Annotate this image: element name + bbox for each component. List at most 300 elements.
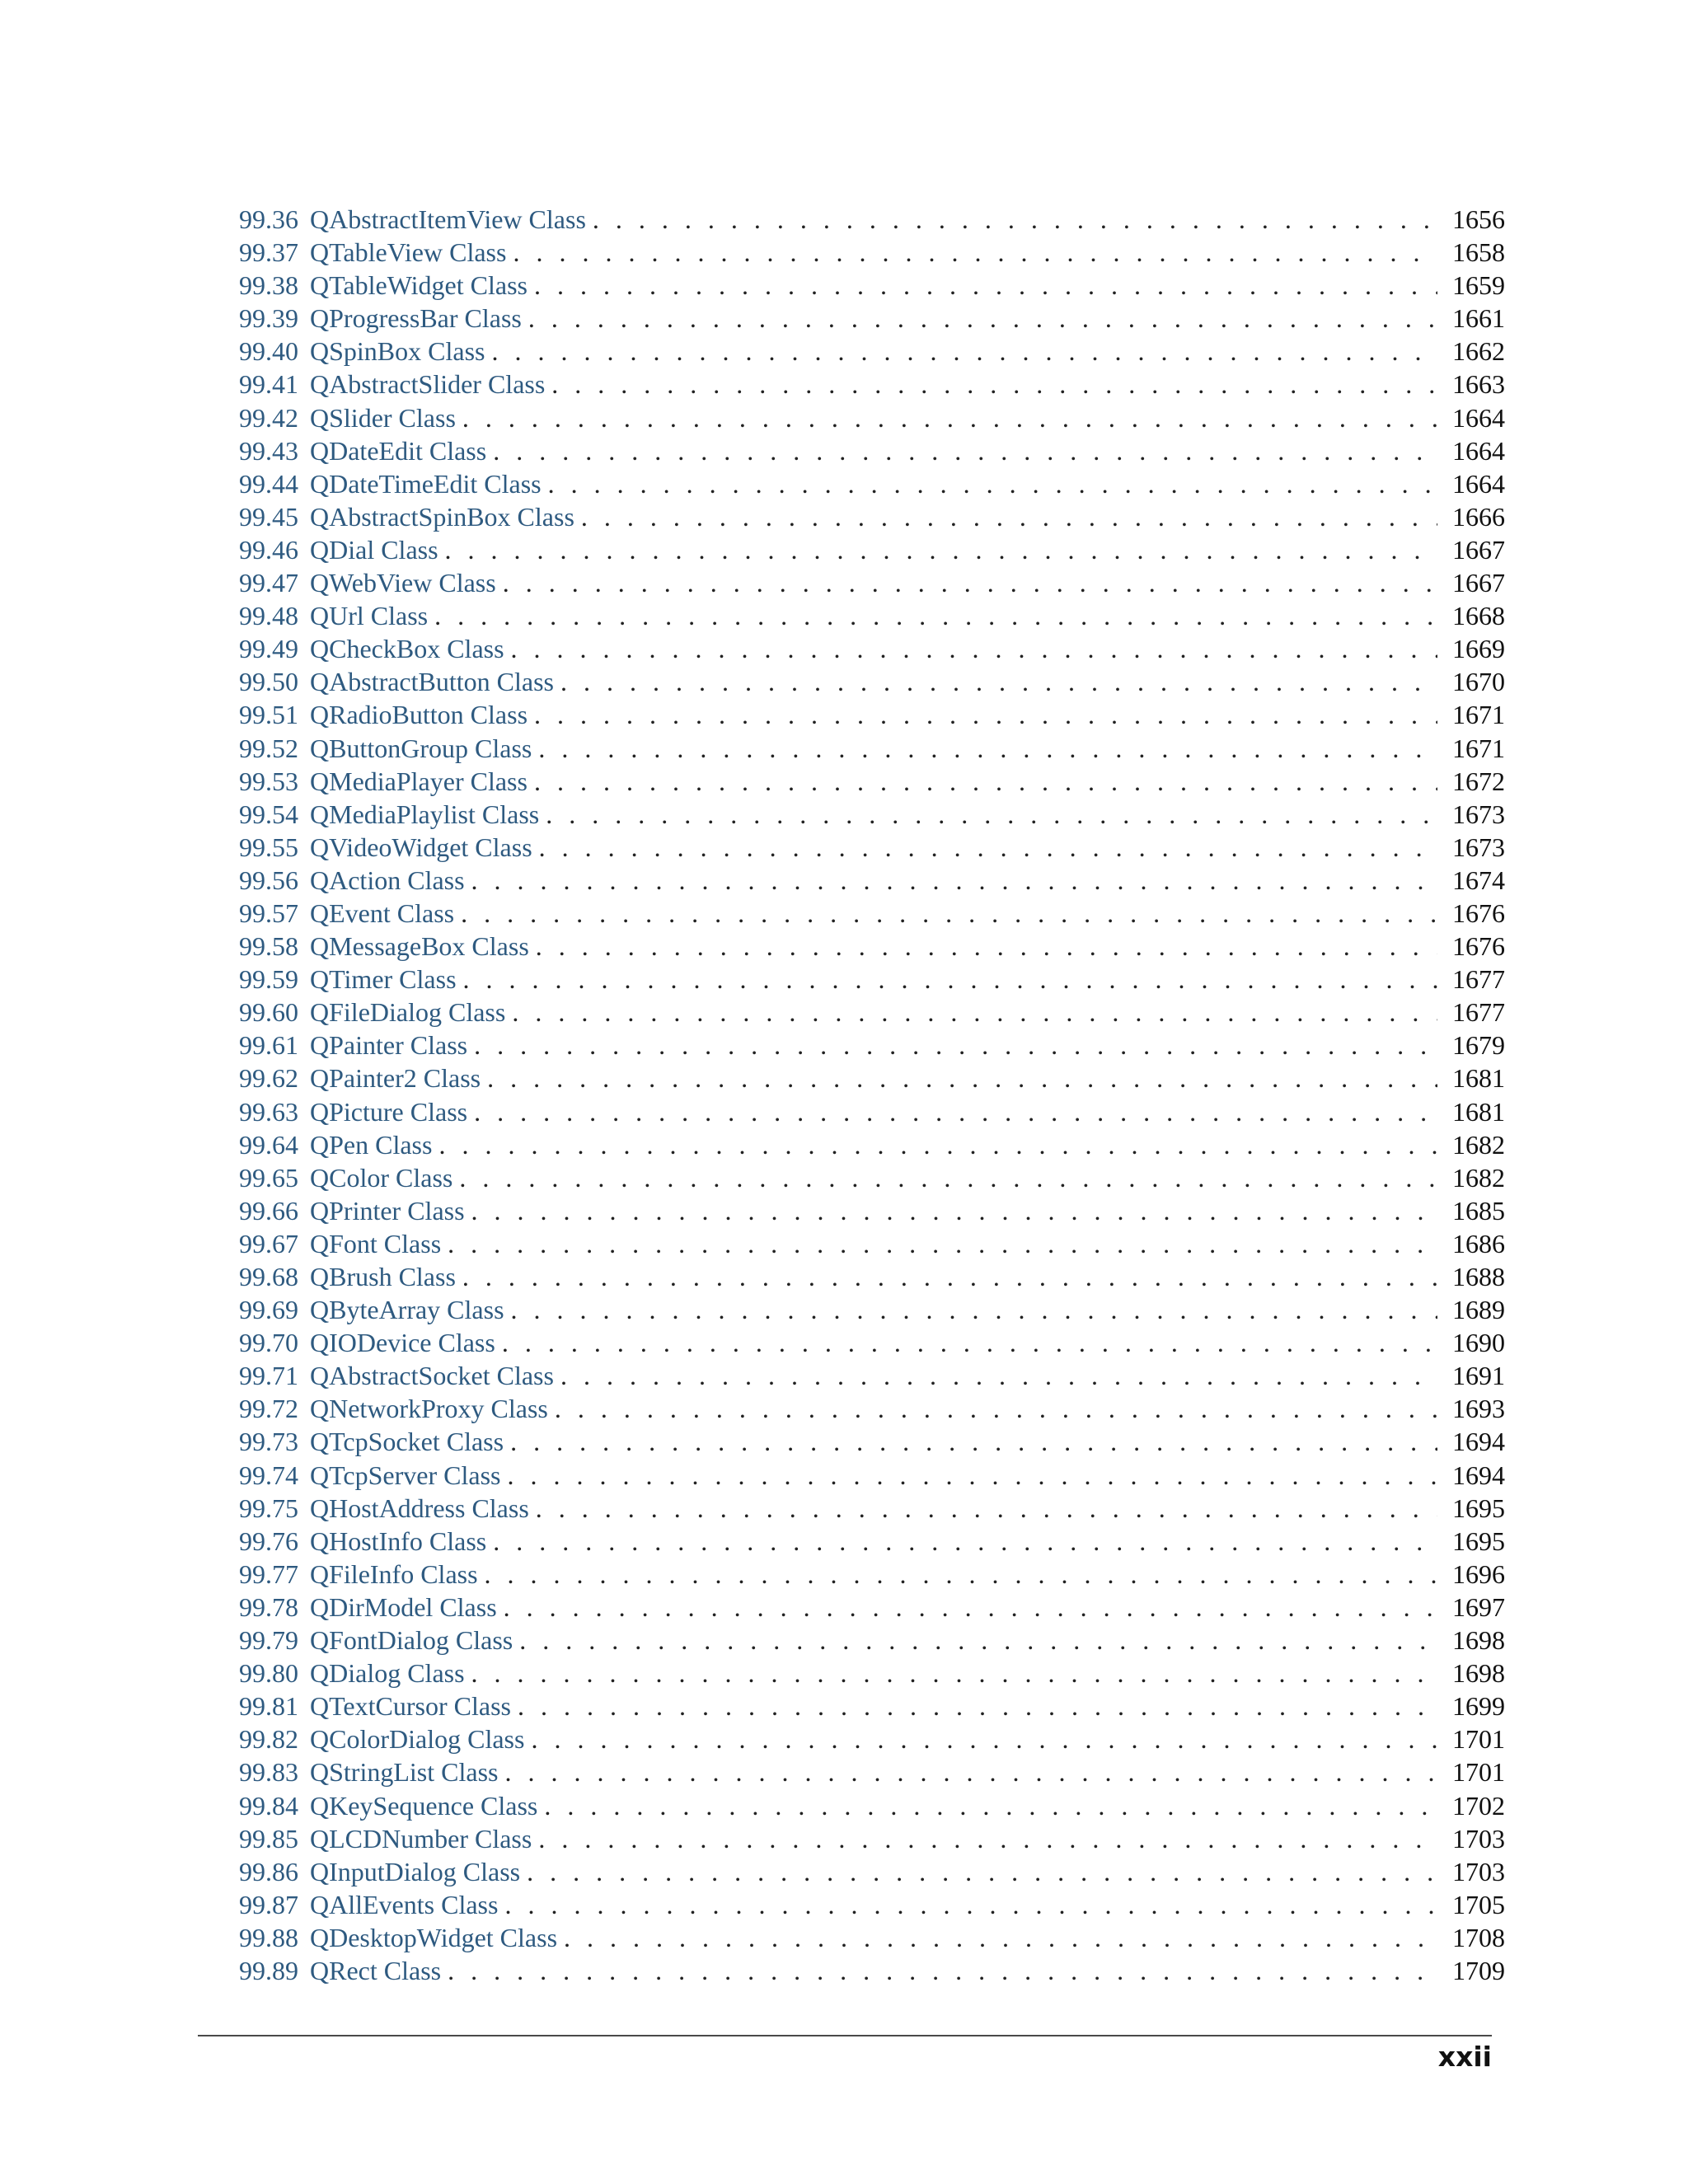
toc-dot-leader (491, 335, 1437, 368)
toc-entry-link[interactable] (239, 368, 545, 401)
toc-dot-leader (493, 1525, 1437, 1558)
toc-entry-link[interactable] (239, 1822, 532, 1855)
toc-entry-link[interactable] (239, 434, 486, 467)
toc-entry-page: 1673 (1452, 799, 1505, 829)
toc-dot-leader (560, 665, 1437, 698)
toc-entry (239, 698, 1505, 731)
toc-entry-number: 99.41 (239, 369, 298, 400)
toc-entry-number: 99.79 (239, 1625, 298, 1656)
toc-entry-link[interactable] (239, 1789, 537, 1822)
toc-entry-page: 1676 (1452, 931, 1505, 962)
toc-entry-link[interactable] (239, 1062, 481, 1094)
toc-dot-leader (462, 1260, 1437, 1293)
toc-entry (239, 963, 1505, 996)
toc-entry-link[interactable] (239, 1293, 504, 1326)
toc-dot-leader (448, 1954, 1437, 1987)
toc-entry-link[interactable] (239, 302, 522, 335)
toc-entry (239, 1525, 1505, 1558)
toc-entry-number: 99.82 (239, 1724, 298, 1755)
toc-dot-leader (511, 632, 1437, 665)
toc-entry (239, 765, 1505, 798)
toc-entry-number: 99.62 (239, 1063, 298, 1094)
toc-entry-title: QPicture Class (310, 1096, 468, 1127)
toc-entry (239, 1128, 1505, 1161)
toc-entry (239, 467, 1505, 500)
toc-dot-leader (503, 566, 1437, 599)
toc-entry-link[interactable] (239, 930, 529, 963)
toc-dot-leader (534, 269, 1437, 302)
toc-entry-page: 1677 (1452, 997, 1505, 1028)
toc-entry-title: QLCDNumber Class (310, 1823, 532, 1854)
toc-entry-page: 1693 (1452, 1394, 1505, 1424)
toc-entry-title: QKeySequence Class (310, 1790, 538, 1821)
toc-entry-title: QPen Class (310, 1129, 433, 1160)
toc-entry-number: 99.39 (239, 303, 298, 334)
toc-dot-leader (564, 1921, 1437, 1954)
toc-dot-leader (474, 1095, 1437, 1128)
toc-entry-link[interactable] (239, 1558, 478, 1591)
toc-entry-title: QPrinter Class (310, 1195, 465, 1226)
toc-entry (239, 1954, 1505, 1987)
toc-entry-page: 1682 (1452, 1129, 1505, 1160)
toc-entry-title: QIODevice Class (310, 1328, 495, 1358)
toc-entry-number: 99.67 (239, 1228, 298, 1258)
toc-entry-page: 1703 (1452, 1856, 1505, 1886)
toc-entry-link[interactable] (239, 401, 456, 434)
toc-entry-link[interactable] (239, 831, 532, 864)
toc-entry-link[interactable] (239, 1591, 497, 1624)
toc-entry (239, 1789, 1505, 1822)
toc-entry-number: 99.65 (239, 1162, 298, 1193)
toc-entry (239, 1392, 1505, 1425)
toc-entry-number: 99.83 (239, 1757, 298, 1788)
toc-entry-page: 1685 (1452, 1195, 1505, 1226)
toc-dot-leader (581, 500, 1437, 533)
toc-dot-leader (548, 467, 1437, 500)
toc-entry-title: QDialog Class (310, 1658, 465, 1689)
toc-entry-title: QDial Class (310, 534, 438, 565)
toc-entry (239, 302, 1505, 335)
toc-entry-number: 99.45 (239, 501, 298, 532)
toc-entry-page: 1708 (1452, 1922, 1505, 1952)
toc-dot-leader (502, 1326, 1437, 1359)
toc-entry-page: 1670 (1452, 667, 1505, 697)
toc-entry-number: 99.77 (239, 1558, 298, 1589)
toc-entry-title: QMessageBox Class (310, 931, 529, 962)
toc-entry-title: QRadioButton Class (310, 700, 528, 730)
toc-entry-number: 99.54 (239, 799, 298, 829)
toc-dot-leader (438, 1128, 1437, 1161)
toc-entry-title: QFileInfo Class (310, 1558, 478, 1589)
toc-entry-number: 99.66 (239, 1195, 298, 1226)
toc-dot-leader (555, 1392, 1437, 1425)
toc-dot-leader (471, 1657, 1437, 1690)
toc-entry-number: 99.78 (239, 1591, 298, 1622)
toc-dot-leader (534, 765, 1437, 798)
toc-dot-leader (474, 1029, 1437, 1062)
toc-entry-link[interactable] (239, 1624, 513, 1657)
toc-entry-number: 99.48 (239, 601, 298, 631)
toc-entry-title: QHostAddress Class (310, 1493, 529, 1523)
toc-entry (239, 665, 1505, 698)
toc-entry-page: 1656 (1452, 204, 1505, 234)
toc-entry-link[interactable] (239, 1921, 557, 1954)
toc-entry-number: 99.74 (239, 1460, 298, 1490)
toc-entry-link[interactable] (239, 1690, 511, 1722)
toc-entry (239, 566, 1505, 599)
toc-dot-leader (445, 533, 1437, 566)
toc-entry-title: QByteArray Class (310, 1295, 504, 1325)
toc-entry-title: QButtonGroup Class (310, 733, 532, 763)
toc-entry (239, 236, 1505, 269)
toc-dot-leader (504, 1755, 1437, 1788)
toc-entry-number: 99.87 (239, 1889, 298, 1919)
toc-entry-title: QWebView Class (310, 568, 496, 598)
toc-entry-link[interactable] (239, 864, 465, 897)
toc-entry-title: QHostInfo Class (310, 1526, 487, 1556)
toc-entry (239, 632, 1505, 665)
toc-entry-link[interactable] (239, 1425, 504, 1458)
toc-entry-page: 1679 (1452, 1030, 1505, 1061)
toc-entry-number: 99.80 (239, 1658, 298, 1689)
toc-entry (239, 1095, 1505, 1128)
toc-dot-leader (448, 1227, 1437, 1260)
toc-entry-number: 99.88 (239, 1922, 298, 1952)
toc-entry-number: 99.68 (239, 1262, 298, 1291)
toc-entry-number: 99.51 (239, 700, 298, 730)
toc-entry-link[interactable] (239, 698, 528, 731)
toc-entry (239, 401, 1505, 434)
toc-entry-link[interactable] (239, 765, 528, 798)
toc-entry-title: QSlider Class (310, 402, 456, 433)
toc-entry (239, 1558, 1505, 1591)
toc-entry-title: QMediaPlaylist Class (310, 799, 540, 829)
toc-entry (239, 269, 1505, 302)
toc-entry-page: 1697 (1452, 1591, 1505, 1622)
toc-entry-page: 1673 (1452, 832, 1505, 862)
toc-dot-leader (487, 1062, 1437, 1094)
toc-dot-leader (504, 1888, 1437, 1921)
toc-entry-page: 1705 (1452, 1889, 1505, 1919)
toc-entry-title: QFont Class (310, 1228, 442, 1258)
toc-entry-title: QPainter2 Class (310, 1063, 481, 1094)
toc-entry-link[interactable] (239, 467, 542, 500)
toc-entry-link[interactable] (239, 1095, 467, 1128)
toc-entry-number: 99.40 (239, 336, 298, 367)
toc-entry-number: 99.55 (239, 832, 298, 862)
toc-entry-page: 1702 (1452, 1790, 1505, 1821)
toc-entry-title: QAbstractButton Class (310, 667, 554, 697)
toc-dot-leader (544, 1789, 1437, 1822)
toc-entry-page: 1674 (1452, 865, 1505, 895)
toc-entry (239, 1690, 1505, 1722)
toc-entry (239, 864, 1505, 897)
toc-entry-number: 99.53 (239, 766, 298, 796)
toc-entry-title: QColor Class (310, 1162, 453, 1193)
toc-entry-page: 1667 (1452, 568, 1505, 598)
toc-entry-link[interactable] (239, 732, 532, 765)
toc-entry-page: 1664 (1452, 468, 1505, 499)
toc-entry-title: QDateEdit Class (310, 435, 487, 466)
toc-entry-page: 1696 (1452, 1558, 1505, 1589)
toc-entry-title: QFileDialog Class (310, 997, 506, 1028)
toc-entry-link[interactable] (239, 1657, 465, 1690)
toc-entry-title: QTableView Class (310, 237, 507, 268)
toc-entry-title: QAction Class (310, 865, 465, 895)
toc-entry (239, 1459, 1505, 1492)
toc-entry-number: 99.63 (239, 1096, 298, 1127)
toc-entry-link[interactable] (239, 1525, 486, 1558)
toc-entry-page: 1662 (1452, 336, 1505, 367)
toc-entry-page: 1703 (1452, 1823, 1505, 1854)
toc-dot-leader (538, 1822, 1437, 1855)
toc-entry-title: QAbstractSlider Class (310, 369, 546, 400)
toc-dot-leader (534, 698, 1437, 731)
toc-entry-number: 99.71 (239, 1361, 298, 1391)
toc-entry-title: QDirModel Class (310, 1591, 497, 1622)
toc-entry-number: 99.57 (239, 898, 298, 928)
toc-dot-leader (513, 236, 1437, 269)
toc-entry-link[interactable] (239, 1029, 467, 1062)
toc-entry-link[interactable] (239, 1459, 500, 1492)
toc-dot-leader (462, 401, 1437, 434)
toc-entry-title: QTextCursor Class (310, 1691, 511, 1722)
toc-entry-title: QAllEvents Class (310, 1889, 499, 1919)
toc-entry-title: QAbstractSocket Class (310, 1361, 554, 1391)
toc-entry-page: 1694 (1452, 1460, 1505, 1490)
toc-entry-number: 99.47 (239, 568, 298, 598)
toc-entry-link[interactable] (239, 1227, 441, 1260)
toc-entry-number: 99.58 (239, 931, 298, 962)
toc-entry-number: 99.37 (239, 237, 298, 268)
toc-entry (239, 1293, 1505, 1326)
toc-entry-number: 99.89 (239, 1955, 298, 1985)
toc-entry-number: 99.61 (239, 1030, 298, 1061)
toc-entry-number: 99.46 (239, 534, 298, 565)
footer-rule (198, 2035, 1492, 2036)
toc-entry-number: 99.84 (239, 1790, 298, 1821)
toc-entry (239, 1161, 1505, 1194)
toc-entry-link[interactable] (239, 1954, 441, 1987)
toc-entry-title: QDesktopWidget Class (310, 1922, 558, 1952)
toc-entry-page: 1699 (1452, 1691, 1505, 1722)
toc-entry (239, 1591, 1505, 1624)
toc-entry-page: 1663 (1452, 369, 1505, 400)
toc-entry-link[interactable] (239, 1359, 554, 1392)
toc-entry (239, 533, 1505, 566)
toc-dot-leader (485, 1558, 1437, 1591)
toc-entry (239, 599, 1505, 632)
toc-entry-page: 1691 (1452, 1361, 1505, 1391)
toc-dot-leader (519, 1624, 1437, 1657)
toc-entry-link[interactable] (239, 632, 504, 665)
toc-entry-number: 99.85 (239, 1823, 298, 1854)
toc-entry (239, 897, 1505, 930)
toc-entry (239, 1062, 1505, 1094)
toc-entry (239, 1260, 1505, 1293)
toc-entry-page: 1709 (1452, 1955, 1505, 1985)
toc-entry (239, 1492, 1505, 1525)
toc-entry-title: QRect Class (310, 1955, 442, 1985)
toc-entry-link[interactable] (239, 1260, 456, 1293)
toc-entry-link[interactable] (239, 236, 506, 269)
toc-entry-page: 1676 (1452, 898, 1505, 928)
toc-entry-link[interactable] (239, 665, 554, 698)
toc-entry-page: 1698 (1452, 1625, 1505, 1656)
toc-entry-number: 99.38 (239, 270, 298, 301)
toc-entry-number: 99.52 (239, 733, 298, 763)
toc-dot-leader (536, 930, 1437, 963)
toc-entry-page: 1688 (1452, 1262, 1505, 1291)
toc-entry (239, 1227, 1505, 1260)
toc-entry-title: QNetworkProxy Class (310, 1394, 548, 1424)
toc-entry-number: 99.42 (239, 402, 298, 433)
toc-entry-link[interactable] (239, 533, 438, 566)
toc-entry-page: 1664 (1452, 435, 1505, 466)
toc-entry-page: 1671 (1452, 733, 1505, 763)
toc-entry (239, 930, 1505, 963)
toc-dot-leader (560, 1359, 1437, 1392)
toc-entry (239, 434, 1505, 467)
toc-entry-number: 99.44 (239, 468, 298, 499)
toc-entry-page: 1668 (1452, 601, 1505, 631)
toc-entry-title: QTableWidget Class (310, 270, 528, 301)
toc-entry-page: 1658 (1452, 237, 1505, 268)
toc-entry-link[interactable] (239, 1755, 498, 1788)
toc-entry-title: QProgressBar Class (310, 303, 522, 334)
toc-entry-link[interactable] (239, 566, 496, 599)
toc-entry-link[interactable] (239, 1326, 495, 1359)
toc-entry-page: 1671 (1452, 700, 1505, 730)
toc-dot-leader (512, 996, 1437, 1029)
toc-dot-leader (551, 368, 1437, 401)
toc-entry-link[interactable] (239, 1492, 529, 1525)
toc-entry (239, 732, 1505, 765)
toc-dot-leader (518, 1690, 1437, 1722)
toc-entry-page: 1701 (1452, 1724, 1505, 1755)
toc-entry-link[interactable] (239, 1392, 548, 1425)
toc-dot-leader (546, 798, 1437, 831)
toc-entry-page: 1682 (1452, 1162, 1505, 1193)
toc-entry (239, 1326, 1505, 1359)
toc-entry-page: 1690 (1452, 1328, 1505, 1358)
toc-entry-link[interactable] (239, 897, 454, 930)
toc-entry-link[interactable] (239, 1888, 498, 1921)
toc-entry-page: 1661 (1452, 303, 1505, 334)
toc-entry (239, 1755, 1505, 1788)
toc-entry (239, 1855, 1505, 1888)
toc-entry-title: QPainter Class (310, 1030, 468, 1061)
toc-entry-link[interactable] (239, 1194, 465, 1227)
toc-entry (239, 1921, 1505, 1954)
toc-entry (239, 203, 1505, 236)
toc-entry-title: QColorDialog Class (310, 1724, 525, 1755)
toc-entry-title: QInputDialog Class (310, 1856, 521, 1886)
toc-entry (239, 1425, 1505, 1458)
toc-entry-page: 1667 (1452, 534, 1505, 565)
toc-entry-link[interactable] (239, 1722, 524, 1755)
toc-entry-page: 1698 (1452, 1658, 1505, 1689)
toc-entry-page: 1681 (1452, 1063, 1505, 1094)
toc-entry-number: 99.36 (239, 204, 298, 234)
toc-dot-leader (538, 732, 1437, 765)
toc-entry-page: 1701 (1452, 1757, 1505, 1788)
toc-entry (239, 1624, 1505, 1657)
toc-entry-title: QAbstractItemView Class (310, 204, 586, 234)
toc-entry-title: QTcpSocket Class (310, 1427, 504, 1457)
toc-entry (239, 996, 1505, 1029)
toc-entry-link[interactable] (239, 203, 586, 236)
toc-entry-number: 99.60 (239, 997, 298, 1028)
toc-entry-page: 1681 (1452, 1096, 1505, 1127)
toc-entry-page: 1669 (1452, 634, 1505, 664)
toc-entry (239, 1029, 1505, 1062)
toc-entry-title: QSpinBox Class (310, 336, 485, 367)
toc-entry-number: 99.75 (239, 1493, 298, 1523)
toc-dot-leader (463, 963, 1437, 996)
toc-entry-title: QStringList Class (310, 1757, 499, 1788)
toc-entry-page: 1686 (1452, 1228, 1505, 1258)
toc-entry-link[interactable] (239, 1161, 452, 1194)
toc-entry-link[interactable] (239, 269, 528, 302)
toc-entry-number: 99.76 (239, 1526, 298, 1556)
toc-entry-number: 99.43 (239, 435, 298, 466)
toc-entry-link[interactable] (239, 1855, 520, 1888)
toc-entry-link[interactable] (239, 335, 485, 368)
toc-entry-page: 1695 (1452, 1526, 1505, 1556)
toc-entry-number: 99.49 (239, 634, 298, 664)
toc-entry (239, 1657, 1505, 1690)
toc-entry (239, 1359, 1505, 1392)
toc-entry-title: QTimer Class (310, 964, 457, 995)
toc-entry (239, 500, 1505, 533)
toc-entry-number: 99.50 (239, 667, 298, 697)
toc-dot-leader (511, 1293, 1437, 1326)
toc-entry-number: 99.64 (239, 1129, 298, 1160)
toc-dot-leader (536, 1492, 1437, 1525)
toc-entry-link[interactable] (239, 798, 539, 831)
toc-dot-leader (493, 434, 1437, 467)
page-number: xxii (1437, 2041, 1492, 2073)
toc-dot-leader (504, 1591, 1437, 1624)
toc-entry-title: QUrl Class (310, 601, 429, 631)
toc-dot-leader (434, 599, 1437, 632)
toc-entry-link[interactable] (239, 963, 457, 996)
toc-entry-link[interactable] (239, 1128, 432, 1161)
toc-entry-page: 1694 (1452, 1427, 1505, 1457)
toc-dot-leader (461, 897, 1437, 930)
toc-dot-leader (471, 1194, 1437, 1227)
toc-entry-title: QTcpServer Class (310, 1460, 501, 1490)
toc-entry-link[interactable] (239, 500, 574, 533)
toc-entry-number: 99.59 (239, 964, 298, 995)
toc-entry (239, 798, 1505, 831)
toc-entry (239, 831, 1505, 864)
toc-entry-number: 99.81 (239, 1691, 298, 1722)
toc-dot-leader (459, 1161, 1437, 1194)
toc-entry-number: 99.72 (239, 1394, 298, 1424)
toc-entry (239, 1822, 1505, 1855)
toc-entry-number: 99.69 (239, 1295, 298, 1325)
toc-dot-leader (527, 1855, 1437, 1888)
toc-entry-link[interactable] (239, 599, 428, 632)
toc-entry-page: 1672 (1452, 766, 1505, 796)
toc-entry (239, 335, 1505, 368)
toc-entry-page: 1689 (1452, 1295, 1505, 1325)
toc-entry (239, 1722, 1505, 1755)
toc-entry-link[interactable] (239, 996, 505, 1029)
toc-entry-title: QCheckBox Class (310, 634, 504, 664)
